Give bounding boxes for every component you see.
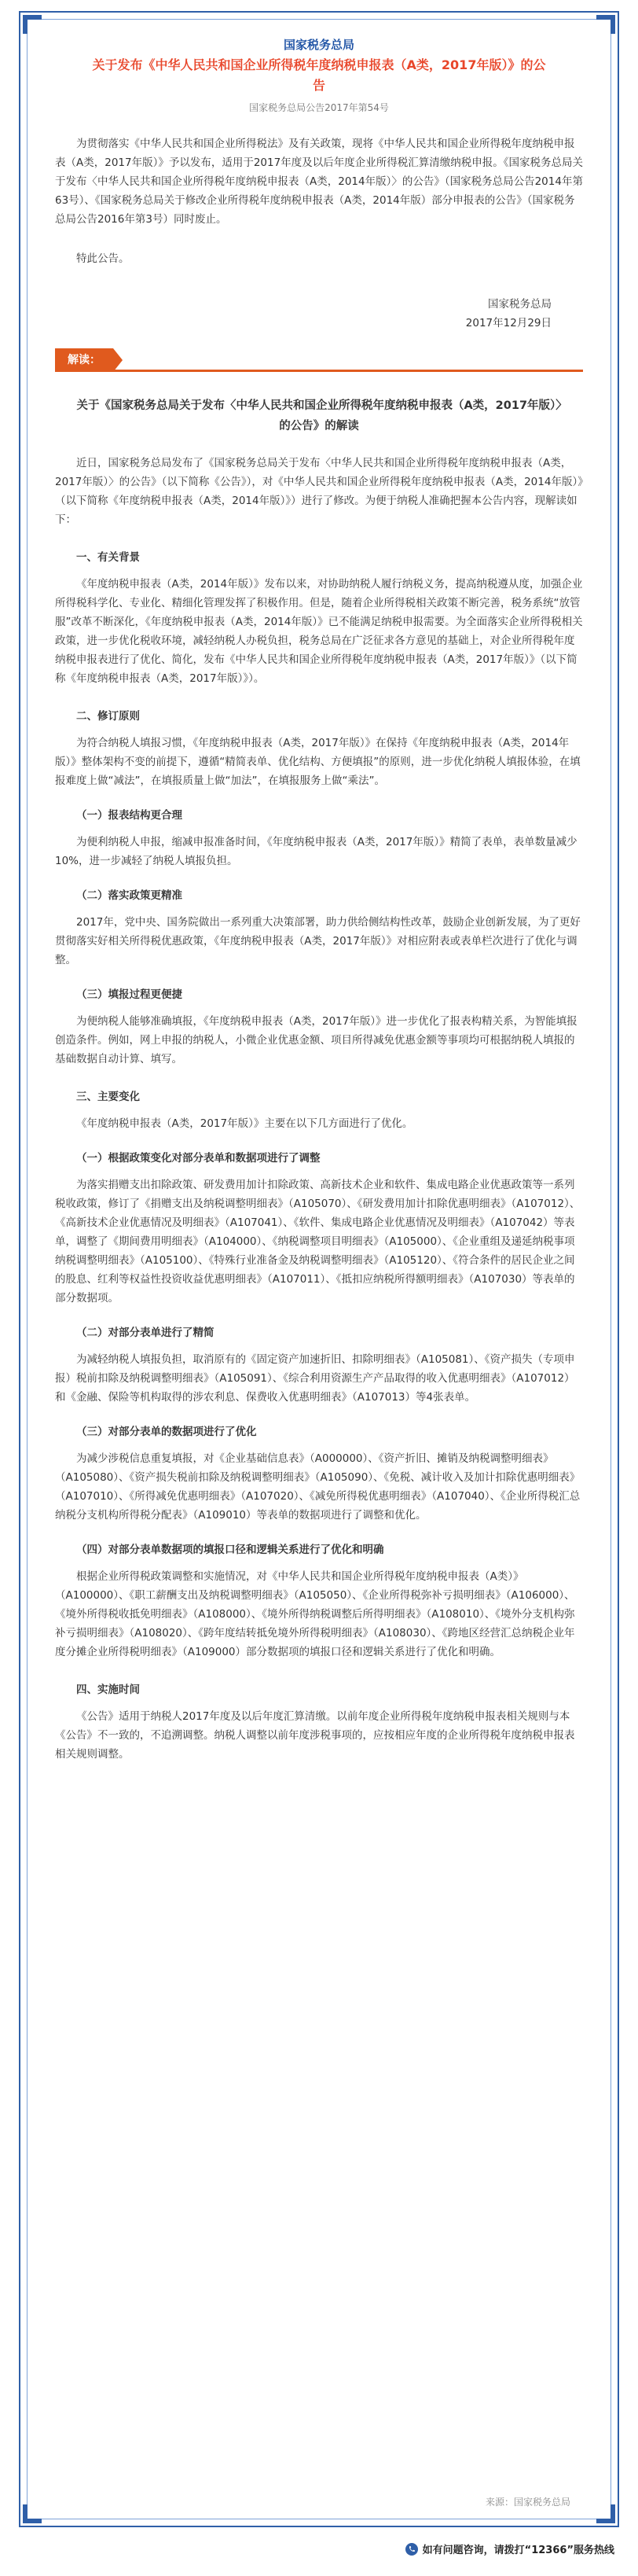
- section-paragraph: 2017年，党中央、国务院做出一系列重大决策部署，助力供给侧结构性改革，鼓励企业创新发展，为了更好贯彻落实好相关所得税优惠政策，《年度纳税申报表（A类，2017年版）》对相应附表或表单栏次进行了优化与调整。: [55, 916, 581, 966]
- subsection-heading: （二）落实政策更精准: [76, 889, 182, 902]
- interpretation-intro: 近日，国家税务总局发布了《国家税务总局关于发布〈中华人民共和国企业所得税年度纳税申报表（A类，2017年版）〉的公告》（以下简称《公告》），对《中华人民共和国企业所得税年度纳税申报表（A类，2014年版）》（以下简称《年度纳税申报表（A类，2014年版）》）进行了修改。为便于纳税人准确把握本公告内容，现解读如下：: [55, 457, 583, 526]
- announcement-title: 关于发布《中华人民共和国企业所得税年度纳税申报表（A类，2017年版）》的公告: [92, 57, 546, 93]
- hotline-notice: [405, 2541, 614, 2556]
- hotline-text: 如有问题咨询，请拨打“12366”服务热线: [422, 2545, 614, 2556]
- section-paragraph: 为便利纳税人申报，缩减申报准备时间，《年度纳税申报表（A类，2017年版）》精简了表单，表单数量减少10%，进一步减轻了纳税人填报负担。: [55, 836, 578, 867]
- document-frame: [19, 11, 619, 2527]
- subsection-heading: （三）填报过程更便捷: [76, 988, 182, 1001]
- section-heading: 四、实施时间: [76, 1684, 140, 1696]
- section-paragraph: 根据企业所得税政策调整和实施情况，对《中华人民共和国企业所得税年度纳税申报表（A类）》（A100000）、《职工薪酬支出及纳税调整明细表》（A105050）、《企业所得税弥补亏损明细表》（A106000）、《境外所得税收抵免明细表》（A108000）、《境外所得纳税调整后所得明细表》（A108010）、《境外分支机构弥补亏损明细表》（A108020）、《跨年度结转抵免境外所得税明细表》（A108030）、《跨地区经营汇总纳税企业年度分摊企业所得税明细表》（A109000）部分数据项的填报口径和逻辑关系进行了优化和明确。: [55, 1570, 575, 1658]
- issuing-org: 国家税务总局: [283, 38, 354, 52]
- interpretation-title: 关于《国家税务总局关于发布〈中华人民共和国企业所得税年度纳税申报表（A类，2017年版）〉的公告》的解读: [76, 399, 562, 432]
- section-paragraph: 为减轻纳税人填报负担，取消原有的《固定资产加速折旧、扣除明细表》（A105081）、《资产损失（专项申报）税前扣除及纳税调整明细表》（A105091）、《综合利用资源生产产品取得的收入优惠明细表》（A107012）和《金融、保险等机构取得的涉农利息、保费收入优惠明细表》（A107013）等4张表单。: [55, 1353, 575, 1404]
- subsection-heading: （三）对部分表单的数据项进行了优化: [76, 1426, 257, 1438]
- section-heading: 三、主要变化: [76, 1091, 140, 1103]
- interpretation-banner: [55, 348, 583, 372]
- interpretation-label: 解读：: [55, 348, 113, 372]
- subsection-heading: （二）对部分表单进行了精简: [76, 1327, 214, 1339]
- signature-org: 国家税务总局: [488, 298, 552, 311]
- section-paragraph: 为落实捐赠支出扣除政策、研发费用加计扣除政策、高新技术企业和软件、集成电路企业优惠政策等一系列税收政策，修订了《捐赠支出及纳税调整明细表》（A105070）、《研发费用加计扣除优惠明细表》（A107012）、《高新技术企业优惠情况及明细表》（A107041）、《软件、集成电路企业优惠情况及明细表》（A107042）等表单，调整了《期间费用明细表》（A104000）、《纳税调整项目明细表》（A105000）、《企业重组及递延纳税事项纳税调整明细表》（A105100）、《特殊行业准备金及纳税调整明细表》（A105120）、《符合条件的居民企业之间的股息、红利等权益性投资收益优惠明细表》（A107011）、《抵扣应纳税所得额明细表》（A107030）等表单的部分数据项。: [55, 1179, 581, 1305]
- frame-corner: [596, 2504, 615, 2523]
- section-heading: 一、有关背景: [76, 551, 140, 564]
- frame-corner: [596, 15, 615, 34]
- subsection-heading: （四）对部分表单数据项的填报口径和逻辑关系进行了优化和明确: [76, 1544, 384, 1556]
- section-paragraph: 为便纳税人能够准确填报，《年度纳税申报表（A类，2017年版）》进一步优化了报表构精关系，为智能填报创造条件。例如，网上申报的纳税人，小微企业优惠金额、项目所得减免优惠金额等事项均可根据纳税人填报的基础数据自动计算、填写。: [55, 1015, 578, 1065]
- section-heading: 二、修订原则: [76, 710, 140, 723]
- frame-corner: [23, 2504, 42, 2523]
- subsection-heading: （一）报表结构更合理: [76, 809, 182, 822]
- section-paragraph: 为减少涉税信息重复填报，对《企业基础信息表》（A000000）、《资产折旧、摊销及纳税调整明细表》（A105080）、《资产损失税前扣除及纳税调整明细表》（A105090）、《免税、减计收入及加计扣除优惠明细表》（A107010）、《所得减免优惠明细表》（A107020）、《减免所得税优惠明细表》（A107040）、《企业所得税汇总纳税分支机构所得税分配表》（A109010）等表单的数据项进行了调整和优化。: [55, 1452, 581, 1522]
- source-note: 来源：国家税务总局: [485, 2497, 570, 2508]
- document-number: 国家税务总局公告2017年第54号: [249, 102, 389, 113]
- section-paragraph: 《公告》适用于纳税人2017年度及以后年度汇算清缴。以前年度企业所得税年度纳税申报表相关规则与本《公告》不一致的，不追溯调整。纳税人调整以前年度涉税事项的，应按相应年度的企业所得税年度纳税申报表相关规则调整。: [55, 1710, 575, 1761]
- frame-corner: [23, 15, 42, 34]
- subsection-heading: （一）根据政策变化对部分表单和数据项进行了调整: [76, 1152, 321, 1165]
- footer-bar: [19, 2535, 619, 2567]
- document-content: [55, 36, 583, 1764]
- signature-date: 2017年12月29日: [465, 317, 552, 329]
- phone-icon: [405, 2543, 418, 2556]
- announcement-paragraph: 特此公告。: [76, 252, 130, 265]
- section-paragraph: 《年度纳税申报表（A类，2017年版）》主要在以下几方面进行了优化。: [76, 1117, 413, 1130]
- announcement-paragraph: 为贯彻落实《中华人民共和国企业所得税法》及有关政策，现将《中华人民共和国企业所得税年度纳税申报表（A类，2017年版）》予以发布，适用于2017年度及以后年度企业所得税汇算清缴纳税申报。《国家税务总局关于发布〈中华人民共和国企业所得税年度纳税申报表（A类，2014年版）〉的公告》（国家税务总局公告2014年第63号）、《国家税务总局关于修改企业所得税年度纳税申报表（A类，2014年版）部分申报表的公告》（国家税务总局公告2016年第3号）同时废止。: [55, 138, 583, 226]
- section-paragraph: 《年度纳税申报表（A类，2014年版）》发布以来，对协助纳税人履行纳税义务，提高纳税遵从度，加强企业所得税科学化、专业化、精细化管理发挥了积极作用。但是，随着企业所得税相关政策不断完善，税务系统“放管服”改革不断深化，《年度纳税申报表（A类，2014年版）》已不能满足纳税申报需要。为全面落实企业所得税相关政策，进一步优化税收环境，减轻纳税人办税负担，税务总局在广泛征求各方意见的基础上，对企业所得税年度纳税申报表进行了优化、简化，发布《中华人民共和国企业所得税年度纳税申报表（A类，2017年版）》（以下简称《年度纳税申报表（A类，2017年版）》）。: [55, 578, 583, 685]
- section-paragraph: 为符合纳税人填报习惯，《年度纳税申报表（A类，2017年版）》在保持《年度纳税申报表（A类，2014年版）》整体架构不变的前提下，遵循“精简表单、优化结构、方便填报”的原则，进一步优化纳税人填报体验，在填报难度上做“减法”，在填报质量上做“加法”，在填报服务上做“乘法”。: [55, 737, 581, 787]
